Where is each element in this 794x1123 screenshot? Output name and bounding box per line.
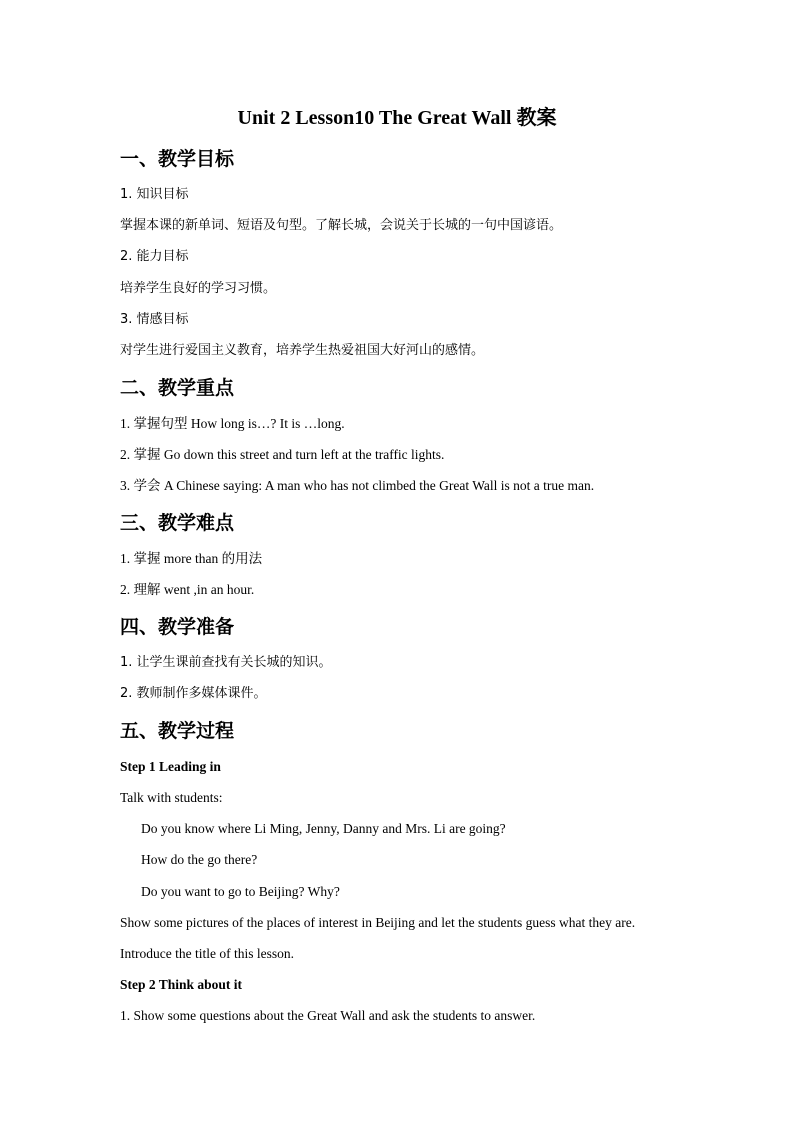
difficulty-1: 1. 掌握 more than 的用法 <box>120 551 263 566</box>
step2-title: Step 2 Think about it <box>120 977 243 992</box>
step1-after-1: Show some pictures of the places of interest in Beijing and let the students guess what they are. <box>120 915 636 930</box>
objective-knowledge-label: 1. 知识目标 <box>120 187 189 202</box>
section-heading-key-points: 二、教学重点 <box>120 377 235 399</box>
section-heading-process: 五、教学过程 <box>120 720 235 742</box>
objective-knowledge-text: 掌握本课的新单词、短语及句型。了解长城，会说关于长城的一句中国谚语。 <box>120 218 563 233</box>
step2-line-1: 1. Show some questions about the Great Wall and ask the students to answer. <box>120 1008 536 1023</box>
objective-emotion-label: 3. 情感目标 <box>120 312 189 327</box>
difficulty-2: 2. 理解 went ,in an hour. <box>120 582 255 597</box>
preparation-2: 2. 教师制作多媒体课件。 <box>120 686 267 701</box>
section-heading-preparation: 四、教学准备 <box>120 616 235 638</box>
objective-ability-text: 培养学生良好的学习习惯。 <box>120 281 277 296</box>
step1-question-3: Do you want to go to Beijing? Why? <box>141 884 340 899</box>
step1-after-2: Introduce the title of this lesson. <box>120 946 294 961</box>
section-heading-difficulties: 三、教学难点 <box>120 512 235 534</box>
step1-question-1: Do you know where Li Ming, Jenny, Danny and Mrs. Li are going? <box>141 821 506 836</box>
section-heading-objectives: 一、教学目标 <box>120 148 235 170</box>
objective-ability-label: 2. 能力目标 <box>120 249 189 264</box>
key-point-2: 2. 掌握 Go down this street and turn left at the traffic lights. <box>120 447 445 462</box>
key-point-3: 3. 学会 A Chinese saying: A man who has not climbed the Great Wall is not a true man. <box>120 478 595 493</box>
step1-intro: Talk with students: <box>120 790 223 805</box>
preparation-1: 1. 让学生课前查找有关长城的知识。 <box>120 655 332 670</box>
key-point-1: 1. 掌握句型 How long is…? It is …long. <box>120 416 345 431</box>
step1-question-2: How do the go there? <box>141 852 258 867</box>
objective-emotion-text: 对学生进行爱国主义教育，培养学生热爱祖国大好河山的感情。 <box>120 343 485 358</box>
step1-title: Step 1 Leading in <box>120 759 221 774</box>
document-title: Unit 2 Lesson10 The Great Wall 教案 <box>237 107 557 129</box>
